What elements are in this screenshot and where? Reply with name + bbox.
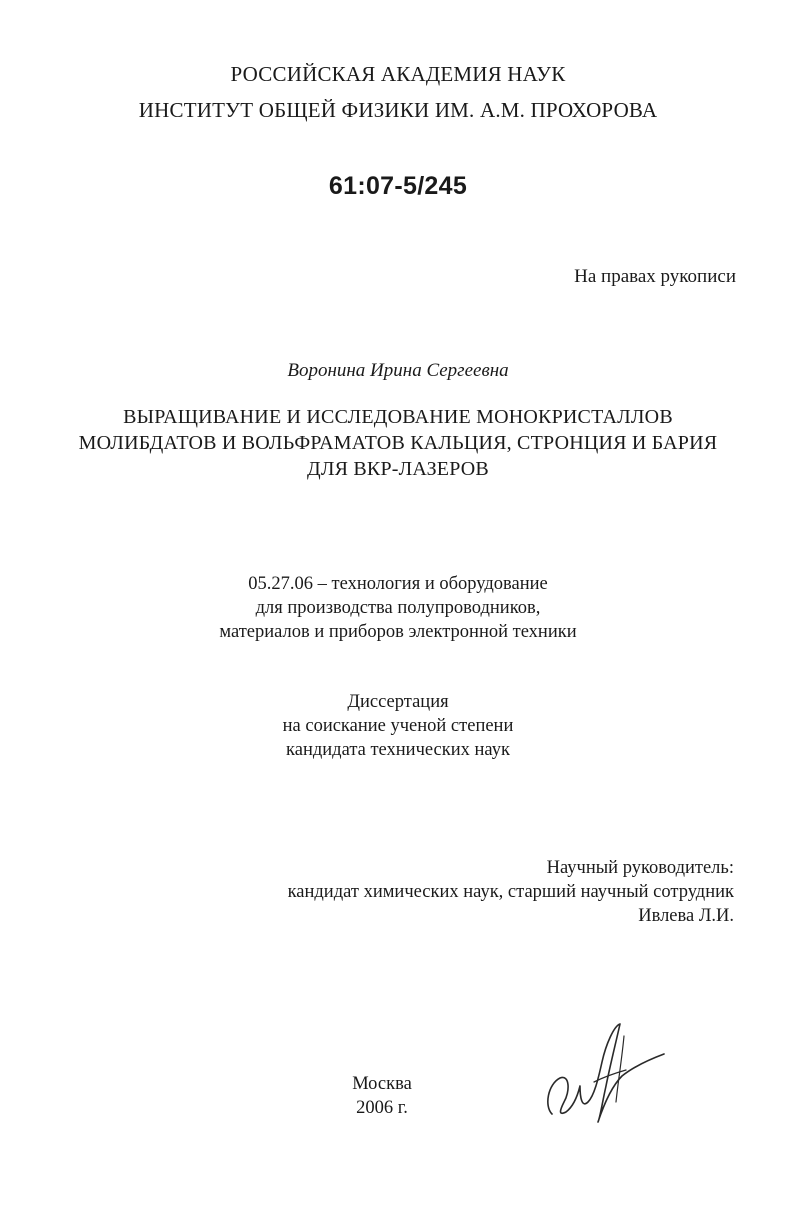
city: Москва: [352, 1074, 412, 1094]
title-line-2: МОЛИБДАТОВ И ВОЛЬФРАМАТОВ КАЛЬЦИЯ, СТРОНЦИЯ И БАРИЯ: [78, 432, 718, 454]
specialty-line-1: 05.27.06 – технология и оборудование: [248, 574, 548, 594]
dissertation-line-3: кандидата технических наук: [286, 740, 510, 760]
supervisor-position: кандидат химических наук, старший научный сотрудник: [287, 882, 734, 902]
title-line-3: ДЛЯ ВКР-ЛАЗЕРОВ: [307, 458, 489, 480]
dissertation-line-2: на соискание ученой степени: [282, 716, 514, 736]
handwritten-signature: [540, 1018, 670, 1128]
dissertation-line-1: Диссертация: [347, 692, 449, 712]
supervisor-label: Научный руководитель:: [546, 858, 734, 878]
supervisor-name: Ивлева Л.И.: [638, 906, 734, 926]
title-line-1: ВЫРАЩИВАНИЕ И ИССЛЕДОВАНИЕ МОНОКРИСТАЛЛОВ: [123, 406, 673, 428]
catalog-code: 61:07-5/245: [328, 172, 468, 200]
specialty-line-3: материалов и приборов электронной техники: [219, 622, 577, 642]
year: 2006 г.: [356, 1098, 408, 1118]
author-name: Воронина Ирина Сергеевна: [287, 360, 509, 381]
institute-name: ИНСТИТУТ ОБЩЕЙ ФИЗИКИ ИМ. А.М. ПРОХОРОВА: [138, 98, 658, 122]
academy-name: РОССИЙСКАЯ АКАДЕМИЯ НАУК: [230, 62, 566, 86]
manuscript-rights-note: На правах рукописи: [574, 266, 736, 287]
specialty-line-2: для производства полупроводников,: [255, 598, 541, 618]
